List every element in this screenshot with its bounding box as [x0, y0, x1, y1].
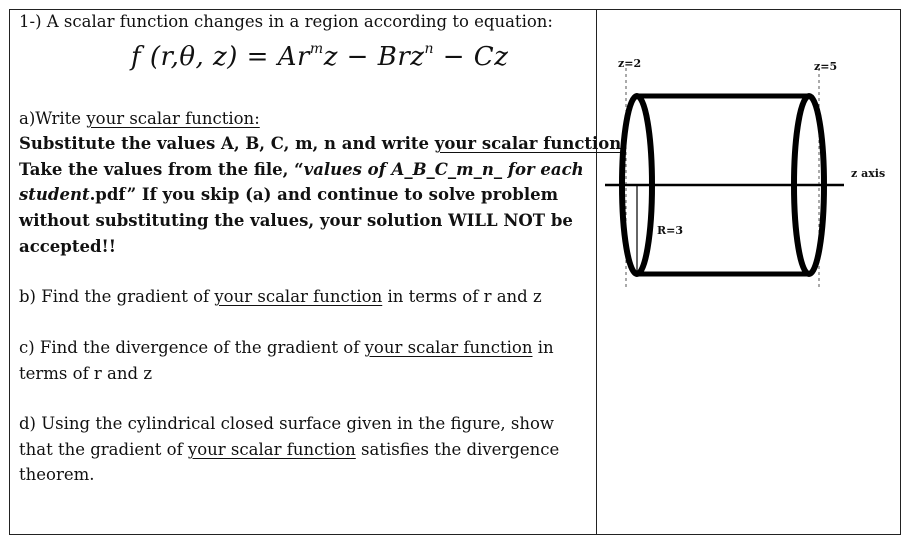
part-a-line-2-prefix: Take the values from the file, “ — [19, 160, 304, 179]
part-b-prefix: b) Find the gradient of — [19, 287, 215, 306]
equation-lhs: f (r,θ, z) = Ar — [131, 42, 310, 72]
part-a-line-1-link: your scalar function — [434, 134, 622, 153]
cylinder-figure — [597, 10, 900, 534]
part-a-line-1-prefix: Substitute the values A, B, C, m, n and write — [19, 134, 435, 153]
part-a-line-3 — [19, 185, 558, 204]
label-z5: z=5 — [814, 60, 838, 73]
part-a-line-1 — [19, 134, 627, 153]
equation-exponent-m: m — [309, 41, 324, 57]
problem-heading: 1-) A scalar function changes in a region according to equation: — [19, 12, 553, 31]
part-b — [19, 287, 542, 306]
equation-exponent-n: n — [424, 41, 434, 57]
part-a-line-4: without substituting the values, your solution WILL NOT be — [19, 211, 573, 230]
equation-tail: − Cz — [433, 42, 509, 72]
label-radius: R=3 — [657, 224, 684, 237]
label-z-axis: z axis — [851, 167, 886, 180]
part-d-line-2-suffix: satisfies the divergence — [355, 440, 560, 459]
part-d-line-1: d) Using the cylindrical closed surface given in the figure, show — [19, 414, 555, 433]
part-a-line-2 — [19, 160, 584, 179]
part-d-line-3: theorem. — [19, 465, 95, 484]
label-z2: z=2 — [618, 57, 642, 70]
equation-mid: z − Brz — [323, 42, 425, 72]
part-c-line-2: terms of r and z — [19, 364, 153, 383]
part-b-link: your scalar function — [214, 287, 383, 306]
part-c-line-1-prefix: c) Find the divergence of the gradient of — [19, 338, 365, 357]
part-a-line-3-rest: .pdf” If you skip (a) and continue to solve problem — [89, 185, 559, 204]
part-d-line-2-prefix: that the gradient of — [19, 440, 188, 459]
part-a-title-link: your scalar function: — [86, 109, 260, 128]
part-a-title-prefix: a)Write — [19, 109, 87, 128]
part-d-line-2 — [19, 440, 559, 459]
part-a-line-5: accepted!! — [19, 237, 116, 256]
part-a-line-1-suffix: . — [621, 134, 628, 153]
part-c-line-1-suffix: in — [532, 338, 554, 357]
part-c-line-1-link: your scalar function — [364, 338, 533, 357]
part-d-line-2-link: your scalar function — [187, 440, 356, 459]
part-a-line-2-italic: values of A_B_C_m_n_ for each — [303, 160, 584, 179]
part-a-title — [19, 109, 260, 128]
part-a-line-3-italic: student — [19, 185, 90, 204]
part-c-line-1 — [19, 338, 554, 357]
part-b-suffix: in terms of r and z — [382, 287, 542, 306]
scalar-equation — [131, 41, 508, 72]
